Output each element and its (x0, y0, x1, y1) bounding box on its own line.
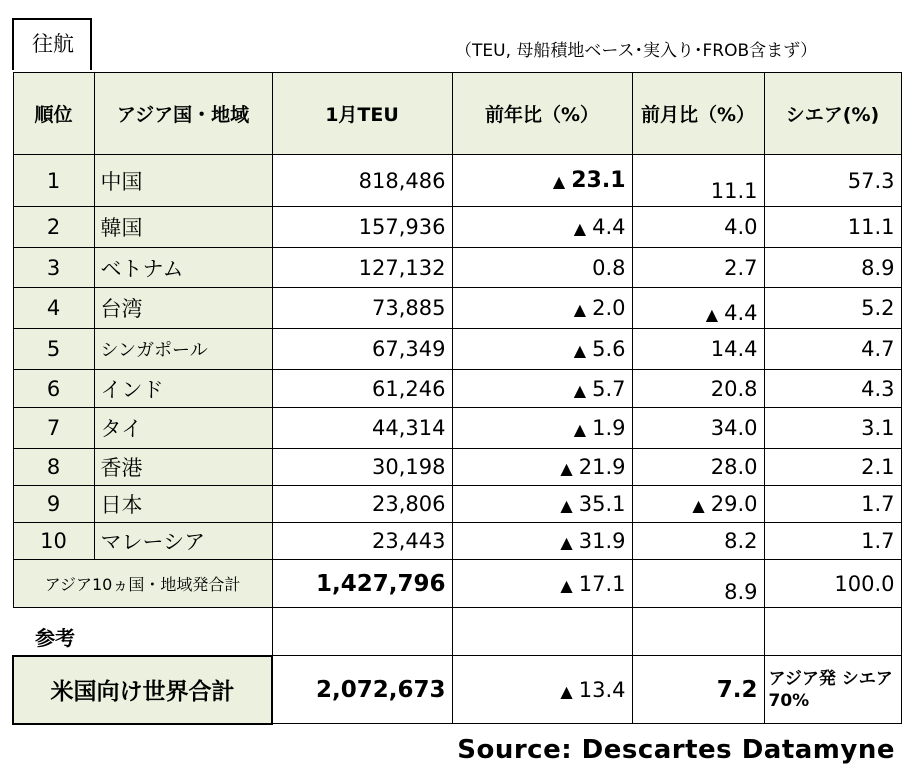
table-row (13, 155, 901, 207)
world-yoy (452, 656, 632, 724)
mom-cell (632, 486, 764, 523)
rank-cell: 1 (13, 155, 94, 207)
yoy-cell (452, 288, 632, 329)
unit-note: （TEU, 母船積地ベース･実入り･FROB含まず） (455, 41, 818, 61)
reference-label: 参考 (35, 625, 75, 650)
mom-cell-value: 8.2 (724, 529, 758, 553)
total-yoy-value: 17.1 (578, 571, 626, 596)
header-teu: 1月TEU (272, 73, 452, 155)
rank-cell: 8 (13, 449, 94, 486)
mom-cell (632, 155, 764, 207)
yoy-cell-value: 35.1 (578, 492, 626, 516)
region-cell: 韓国 (94, 207, 272, 248)
yoy-cell-value: 23.1 (571, 168, 626, 193)
teu-cell: 44,314 (272, 408, 452, 449)
share-cell: 57.3 (764, 155, 901, 207)
header-region: アジア国・地域 (94, 73, 272, 155)
mom-cell (632, 449, 764, 486)
mom-cell-value: 28.0 (710, 455, 758, 479)
world-share-note: アジア発 シエア 70% (764, 656, 901, 724)
negative-triangle-icon: ▲ (560, 496, 573, 515)
region-cell: ベトナム (94, 248, 272, 288)
table-row (13, 449, 901, 486)
negative-triangle-icon: ▲ (573, 380, 587, 400)
world-total-row (13, 656, 901, 724)
yoy-cell-value: 21.9 (578, 455, 626, 479)
rank-cell: 10 (13, 523, 94, 560)
negative-triangle-icon: ▲ (573, 420, 587, 439)
rank-cell: 2 (13, 207, 94, 248)
negative-triangle-icon: ▲ (560, 459, 573, 478)
yoy-cell (452, 408, 632, 449)
mom-cell-value: 34.0 (710, 416, 758, 440)
share-cell: 4.3 (764, 370, 901, 408)
mom-cell (632, 408, 764, 449)
world-mom (632, 656, 764, 724)
sheet-tab-outbound: 往航 (12, 18, 92, 70)
header-row (13, 73, 901, 155)
region-cell: 中国 (94, 155, 272, 207)
table-row (13, 248, 901, 288)
teu-cell: 30,198 (272, 449, 452, 486)
empty-cell (764, 608, 901, 656)
negative-triangle-icon: ▲ (573, 219, 587, 238)
yoy-cell (452, 523, 632, 560)
yoy-cell-value: 5.6 (592, 337, 626, 361)
share-cell: 11.1 (764, 207, 901, 248)
share-cell: 5.2 (764, 288, 901, 329)
region-cell: マレーシア (94, 523, 272, 560)
yoy-cell-value: 1.9 (592, 416, 626, 440)
teu-cell: 73,885 (272, 288, 452, 329)
empty-cell (632, 608, 764, 656)
share-cell: 2.1 (764, 449, 901, 486)
region-cell: 日本 (94, 486, 272, 523)
mom-cell (632, 370, 764, 408)
yoy-cell (452, 248, 632, 288)
share-cell: 1.7 (764, 523, 901, 560)
yoy-cell (452, 207, 632, 248)
total-teu: 1,427,796 (272, 560, 452, 608)
mom-cell (632, 329, 764, 370)
rank-cell: 3 (13, 248, 94, 288)
mom-cell-value: 20.8 (710, 376, 758, 401)
world-mom-value: 7.2 (716, 676, 758, 703)
rank-cell: 9 (13, 486, 94, 523)
rank-cell: 7 (13, 408, 94, 449)
header-mom: 前月比（%） (632, 73, 764, 155)
teu-cell: 157,936 (272, 207, 452, 248)
rank-cell: 4 (13, 288, 94, 329)
teu-cell: 61,246 (272, 370, 452, 408)
header-rank: 順位 (13, 73, 94, 155)
reference-row (13, 608, 901, 656)
total-share: 100.0 (764, 560, 901, 608)
region-cell: インド (94, 370, 272, 408)
mom-cell-value: 14.4 (710, 337, 758, 361)
yoy-cell (452, 370, 632, 408)
yoy-cell-value: 5.7 (592, 376, 626, 401)
table-row (13, 486, 901, 523)
empty-cell (272, 608, 452, 656)
total-label: アジア10ヵ国・地域発合計 (13, 560, 272, 608)
negative-triangle-icon: ▲ (560, 533, 573, 552)
negative-triangle-icon: ▲ (705, 305, 719, 324)
total-mom-value: 8.9 (724, 580, 758, 604)
negative-triangle-icon: ▲ (560, 681, 573, 701)
mom-cell-value: 4.0 (724, 215, 758, 239)
mom-cell-value: 2.7 (724, 255, 758, 280)
table-row (13, 408, 901, 449)
total-mom (632, 560, 764, 608)
table-row (13, 207, 901, 248)
header-share: シエア(%) (764, 73, 901, 155)
mom-cell-value: 29.0 (710, 492, 758, 516)
yoy-cell-value: 31.9 (578, 529, 626, 553)
teu-cell: 23,806 (272, 486, 452, 523)
yoy-cell-value: 0.8 (592, 255, 626, 280)
negative-triangle-icon: ▲ (560, 575, 573, 595)
share-cell: 1.7 (764, 486, 901, 523)
mom-cell-value: 4.4 (724, 301, 758, 325)
negative-triangle-icon: ▲ (573, 341, 587, 360)
yoy-cell (452, 155, 632, 207)
empty-cell (452, 608, 632, 656)
header-yoy: 前年比（%） (452, 73, 632, 155)
teu-cell: 127,132 (272, 248, 452, 288)
rank-cell: 6 (13, 370, 94, 408)
world-yoy-value: 13.4 (578, 677, 626, 702)
region-cell: 台湾 (94, 288, 272, 329)
share-cell: 8.9 (764, 248, 901, 288)
region-cell: シンガポール (94, 329, 272, 370)
region-cell: 香港 (94, 449, 272, 486)
teu-cell: 818,486 (272, 155, 452, 207)
mom-cell (632, 288, 764, 329)
share-cell: 3.1 (764, 408, 901, 449)
total-yoy (452, 560, 632, 608)
table-row (13, 523, 901, 560)
share-cell: 4.7 (764, 329, 901, 370)
yoy-cell-value: 2.0 (592, 296, 626, 320)
rank-cell: 5 (13, 329, 94, 370)
negative-triangle-icon: ▲ (692, 496, 705, 515)
yoy-cell (452, 329, 632, 370)
teu-cell: 23,443 (272, 523, 452, 560)
yoy-cell (452, 486, 632, 523)
negative-triangle-icon: ▲ (573, 300, 587, 319)
mom-cell (632, 248, 764, 288)
mom-cell (632, 207, 764, 248)
teu-cell: 67,349 (272, 329, 452, 370)
yoy-cell-value: 4.4 (592, 215, 626, 239)
table-row (13, 329, 901, 370)
asia-us-teu-table (12, 72, 902, 725)
region-cell: タイ (94, 408, 272, 449)
table-row (13, 370, 901, 408)
mom-cell-value: 11.1 (710, 179, 758, 203)
source-credit: Source: Descartes Datamyne (457, 735, 895, 765)
total-row (13, 560, 901, 608)
world-label: 米国向け世界合計 (13, 656, 272, 724)
mom-cell (632, 523, 764, 560)
yoy-cell (452, 449, 632, 486)
negative-triangle-icon: ▲ (552, 172, 566, 191)
world-teu: 2,072,673 (272, 656, 452, 724)
table-row (13, 288, 901, 329)
